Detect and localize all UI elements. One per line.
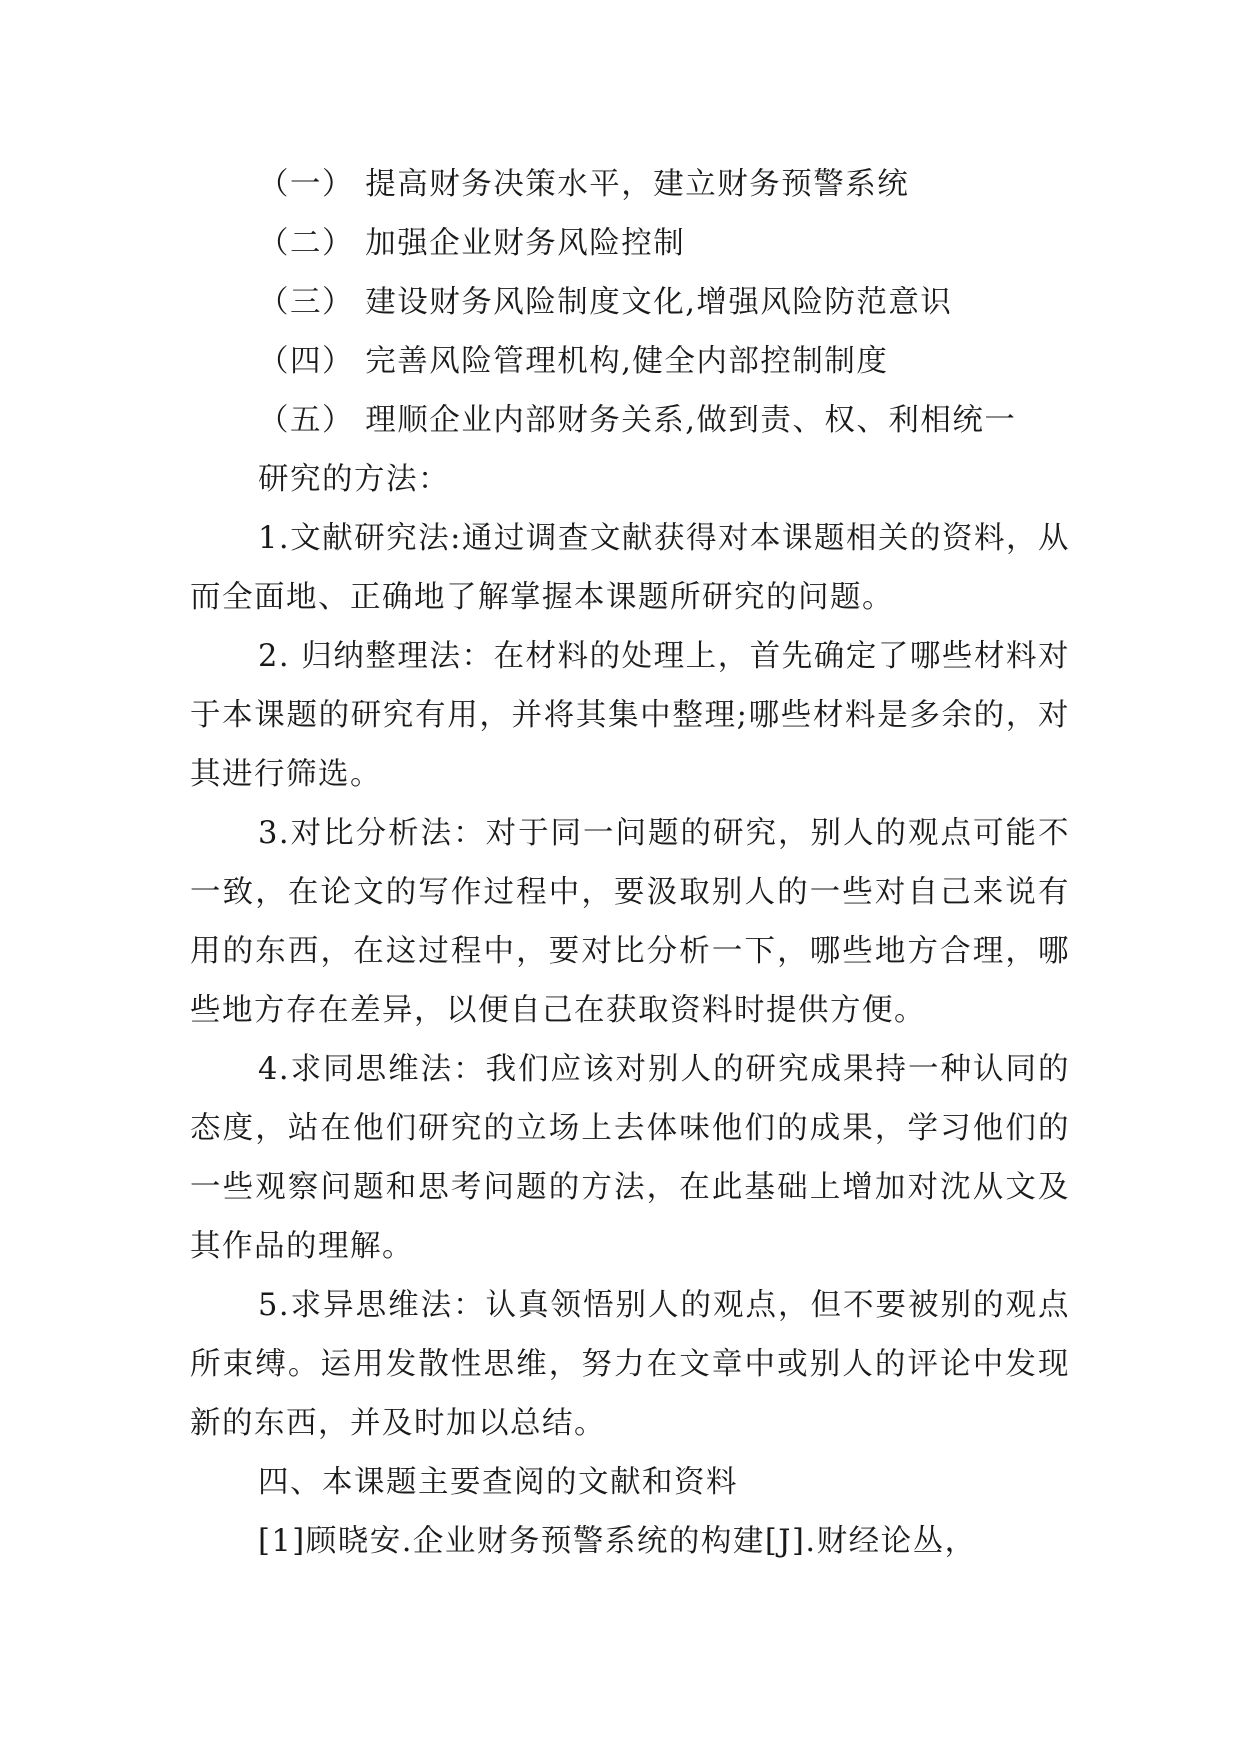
outline-item-5: （五） 理顺企业内部财务关系,做到责、权、利相统一: [258, 403, 1017, 438]
method-divergent-thinking: 5.求异思维法：认真领悟别人的观点，但不要被别的观点所束缚。运用发散性思维，努力在文章中或别人的评论中发现新的东西，并及时加以总结。: [190, 1288, 1070, 1441]
outline-item-2: （二） 加强企业财务风险控制: [258, 226, 686, 261]
references-heading: 四、本课题主要查阅的文献和资料: [258, 1465, 738, 1500]
document-body: [190, 155, 1070, 1571]
methods-heading: 研究的方法：: [258, 462, 450, 497]
method-convergent-thinking: 4.求同思维法：我们应该对别人的研究成果持一种认同的态度，站在他们研究的立场上去体味他们的成果，学习他们的一些观察问题和思考问题的方法，在此基础上增加对沈从文及其作品的理解。: [190, 1052, 1070, 1264]
method-comparative-analysis: 3.对比分析法：对于同一问题的研究，别人的观点可能不一致，在论文的写作过程中，要汲取别人的一些对自己来说有用的东西，在这过程中，要对比分析一下，哪些地方合理，哪些地方存在差异，以便自己在获取资料时提供方便。: [190, 816, 1070, 1028]
outline-item-4: （四） 完善风险管理机构,健全内部控制制度: [258, 344, 889, 379]
method-literature-research: 1.文献研究法:通过调查文献获得对本课题相关的资料，从而全面地、正确地了解掌握本课题所研究的问题。: [190, 521, 1070, 615]
outline-item-3: （三） 建设财务风险制度文化,增强风险防范意识: [258, 285, 953, 320]
method-induction: 2. 归纳整理法：在材料的处理上，首先确定了哪些材料对于本课题的研究有用，并将其集中整理;哪些材料是多余的，对其进行筛选。: [190, 639, 1070, 792]
reference-item-1: [1]顾晓安.企业财务预警系统的构建[J].财经论丛，: [258, 1524, 977, 1559]
outline-item-1: （一） 提高财务决策水平，建立财务预警系统: [258, 167, 910, 202]
